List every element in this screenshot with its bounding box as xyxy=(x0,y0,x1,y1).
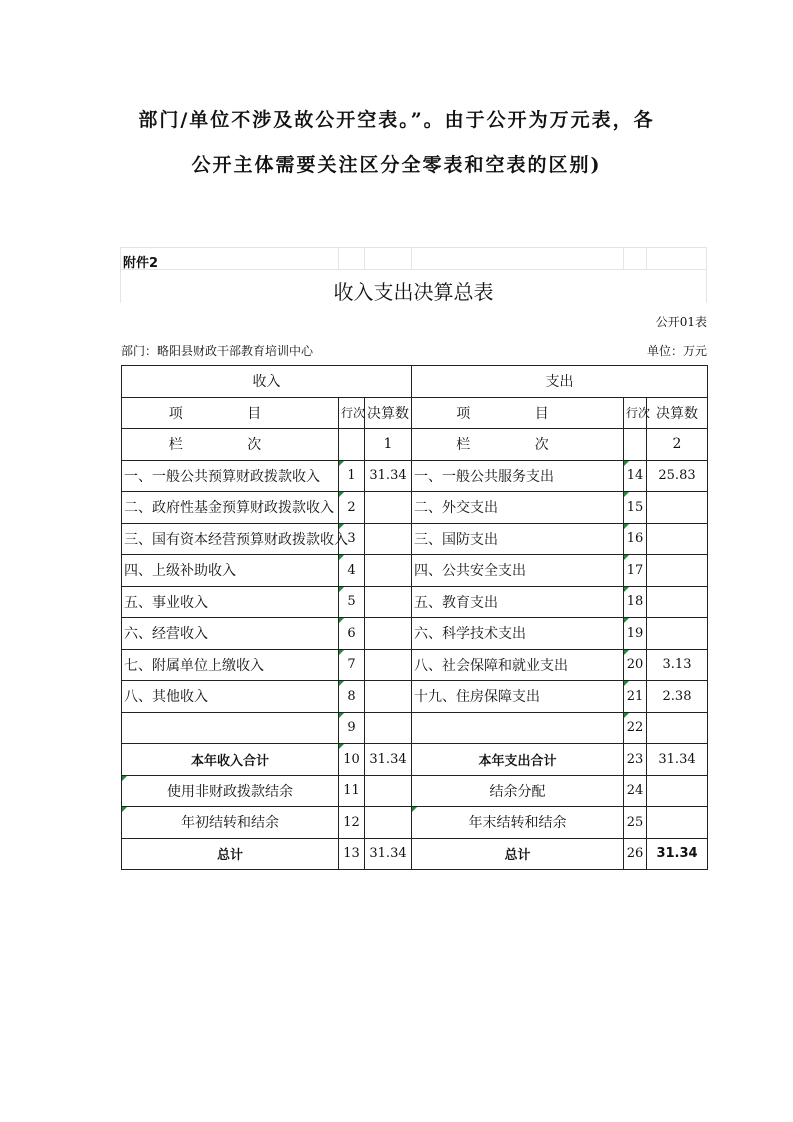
income-year-total-label: 本年收入合计 xyxy=(122,744,339,776)
income-grand-total-label: 总计 xyxy=(122,838,339,870)
row-number: 23 xyxy=(624,744,647,776)
unit-label: 单位：万元 xyxy=(646,344,707,358)
income-label: 四、上级补助收入 xyxy=(122,555,339,587)
row-number: 20 xyxy=(624,649,647,681)
table-row xyxy=(122,681,708,713)
income-value xyxy=(365,555,412,587)
row-number: 11 xyxy=(339,775,365,807)
income-value xyxy=(365,586,412,618)
expense-value xyxy=(647,712,708,744)
row-number: 2 xyxy=(339,492,365,524)
row-number: 21 xyxy=(624,681,647,713)
income-header: 收入 xyxy=(122,366,412,398)
income-value xyxy=(365,681,412,713)
expense-value xyxy=(647,586,708,618)
row-number: 26 xyxy=(624,838,647,870)
income-value xyxy=(365,649,412,681)
expense-label: 八、社会保障和就业支出 xyxy=(412,649,624,681)
row-number: 14 xyxy=(624,460,647,492)
income-label: 使用非财政拨款结余 xyxy=(122,775,339,807)
row-number: 16 xyxy=(624,523,647,555)
income-label: 三、国有资本经营预算财政拨款收入 xyxy=(122,523,339,555)
expense-value xyxy=(647,555,708,587)
row-number: 8 xyxy=(339,681,365,713)
expense-header: 支出 xyxy=(412,366,708,398)
table-row xyxy=(122,649,708,681)
table-row xyxy=(122,492,708,524)
expense-lanci-label: 栏 次 xyxy=(412,429,624,461)
income-amount-header: 决算数 xyxy=(365,397,412,429)
expense-lanci-blank xyxy=(624,429,647,461)
expense-label: 四、公共安全支出 xyxy=(412,555,624,587)
income-label xyxy=(122,712,339,744)
row-number: 10 xyxy=(339,744,365,776)
income-value xyxy=(365,618,412,650)
expense-label: 五、教育支出 xyxy=(412,586,624,618)
expense-grand-total-value: 31.34 xyxy=(647,838,708,870)
expense-item-header: 项 目 xyxy=(412,397,624,429)
income-label: 八、其他收入 xyxy=(122,681,339,713)
table-row xyxy=(122,618,708,650)
expense-label: 年末结转和结余 xyxy=(412,807,624,839)
table-header-row xyxy=(122,366,708,398)
row-number: 13 xyxy=(339,838,365,870)
row-number: 22 xyxy=(624,712,647,744)
column-header-row xyxy=(122,397,708,429)
expense-value: 3.13 xyxy=(647,649,708,681)
attachment-label: 附件2 xyxy=(123,256,159,271)
page-title: 收入支出决算总表 xyxy=(333,280,494,304)
row-number: 17 xyxy=(624,555,647,587)
row-number: 5 xyxy=(339,586,365,618)
expense-year-total-value: 31.34 xyxy=(647,744,708,776)
income-item-header: 项 目 xyxy=(122,397,339,429)
table-row xyxy=(122,712,708,744)
summary-table xyxy=(121,365,708,870)
income-value xyxy=(365,775,412,807)
expense-label: 二、外交支出 xyxy=(412,492,624,524)
income-row-no-header: 行次 xyxy=(339,397,365,429)
income-lanci-label: 栏 次 xyxy=(122,429,339,461)
income-label: 一、一般公共预算财政拨款收入 xyxy=(122,460,339,492)
income-label: 六、经营收入 xyxy=(122,618,339,650)
income-column-number: 1 xyxy=(365,429,412,461)
expense-label xyxy=(412,712,624,744)
row-number: 25 xyxy=(624,807,647,839)
income-label: 五、事业收入 xyxy=(122,586,339,618)
expense-row-no-header: 行次 xyxy=(624,397,647,429)
row-number: 15 xyxy=(624,492,647,524)
lanci-row xyxy=(122,429,708,461)
row-number: 12 xyxy=(339,807,365,839)
table-row xyxy=(122,555,708,587)
income-value xyxy=(365,712,412,744)
row-number: 9 xyxy=(339,712,365,744)
row-number: 18 xyxy=(624,586,647,618)
income-label: 年初结转和结余 xyxy=(122,807,339,839)
table-row xyxy=(122,775,708,807)
expense-grand-total-label: 总计 xyxy=(412,838,624,870)
total-year-row xyxy=(122,744,708,776)
table-row xyxy=(122,523,708,555)
expense-label: 结余分配 xyxy=(412,775,624,807)
expense-value: 2.38 xyxy=(647,681,708,713)
expense-label: 十九、住房保障支出 xyxy=(412,681,624,713)
form-number: 公开01表 xyxy=(655,315,707,329)
row-number: 3 xyxy=(339,523,365,555)
intro-line-1: 部门/单位不涉及故公开空表。”。由于公开为万元表，各 xyxy=(138,109,655,131)
expense-value xyxy=(647,618,708,650)
income-label: 七、附属单位上缴收入 xyxy=(122,649,339,681)
row-number: 4 xyxy=(339,555,365,587)
expense-label: 三、国防支出 xyxy=(412,523,624,555)
income-value xyxy=(365,492,412,524)
row-number: 6 xyxy=(339,618,365,650)
expense-value xyxy=(647,807,708,839)
income-year-total-value: 31.34 xyxy=(365,744,412,776)
table-row xyxy=(122,460,708,492)
income-value: 31.34 xyxy=(365,460,412,492)
expense-year-total-label: 本年支出合计 xyxy=(412,744,624,776)
expense-value: 25.83 xyxy=(647,460,708,492)
expense-amount-header: 决算数 xyxy=(647,397,708,429)
income-lanci-blank xyxy=(339,429,365,461)
table-row xyxy=(122,586,708,618)
income-grand-total-value: 31.34 xyxy=(365,838,412,870)
table-row xyxy=(122,807,708,839)
income-label: 二、政府性基金预算财政拨款收入 xyxy=(122,492,339,524)
row-number: 19 xyxy=(624,618,647,650)
row-number: 7 xyxy=(339,649,365,681)
expense-value xyxy=(647,492,708,524)
expense-value xyxy=(647,775,708,807)
income-value xyxy=(365,807,412,839)
intro-line-2: 公开主体需要关注区分全零表和空表的区别) xyxy=(191,154,602,176)
grand-total-row xyxy=(122,838,708,870)
expense-column-number: 2 xyxy=(647,429,708,461)
income-value xyxy=(365,523,412,555)
expense-label: 一、一般公共服务支出 xyxy=(412,460,624,492)
row-number: 24 xyxy=(624,775,647,807)
row-number: 1 xyxy=(339,460,365,492)
expense-label: 六、科学技术支出 xyxy=(412,618,624,650)
expense-value xyxy=(647,523,708,555)
department-label: 部门：略阳县财政干部教育培训中心 xyxy=(121,344,314,358)
